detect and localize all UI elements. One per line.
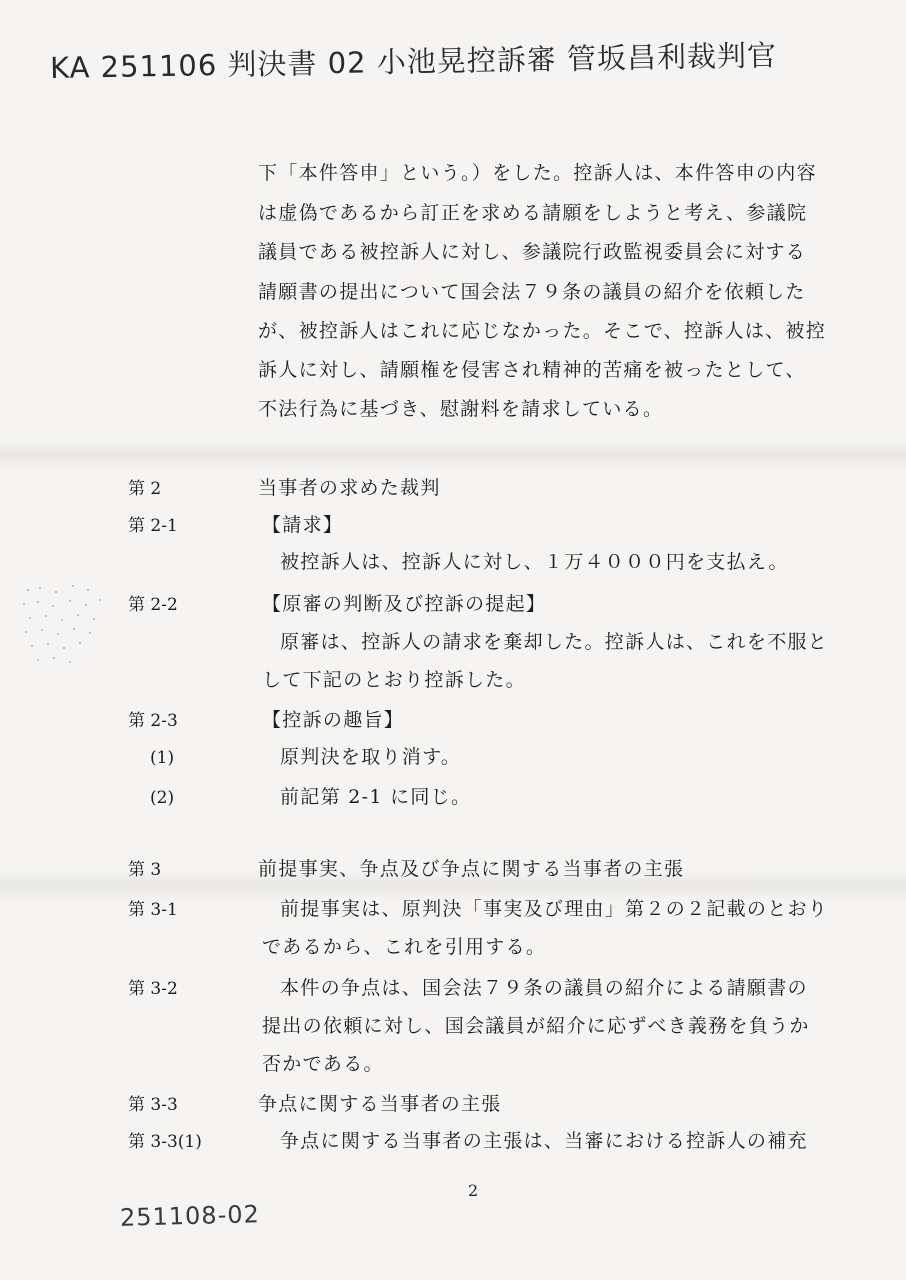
- intro-line: 不法行為に基づき、慰謝料を請求している。: [258, 398, 664, 420]
- section-heading: 【請求】: [262, 514, 344, 536]
- section-label: 第 2-2: [128, 595, 178, 615]
- section-body: 原審は、控訴人の請求を棄却した。控訴人は、これを不服と: [280, 631, 829, 653]
- list-item: 原判決を取り消す。: [280, 746, 462, 768]
- intro-line: は虚偽であるから訂正を求める請願をしようと考え、参議院: [258, 202, 808, 224]
- section-label: 第 3-1: [128, 900, 178, 920]
- section-label: 第 3-3: [128, 1095, 178, 1115]
- section-body: 提出の依頼に対し、国会議員が紹介に応ずべき義務を負うか: [262, 1015, 810, 1037]
- intro-line: 請願書の提出について国会法７９条の議員の紹介を依頼した: [258, 281, 806, 303]
- intro-line: が、被控訴人はこれに応じなかった。そこで、控訴人は、被控: [258, 320, 827, 342]
- section-body: 本件の争点は、国会法７９条の議員の紹介による請願書の: [280, 977, 808, 999]
- section-body: して下記のとおり控訴した。: [262, 669, 526, 691]
- section-label: 第 3-3(1): [128, 1132, 202, 1152]
- handwritten-header-note: KA 251106 判決書 02 小池晃控訴審 管坂昌利裁判官: [49, 38, 778, 85]
- section-label: 第 2-1: [128, 516, 178, 536]
- list-number: (1): [150, 748, 175, 768]
- section-body: 否かである。: [262, 1053, 384, 1075]
- list-item: 前記第 2-1 に同じ。: [280, 786, 472, 808]
- section-title: 争点に関する当事者の主張: [258, 1093, 502, 1115]
- section-heading: 【控訴の趣旨】: [262, 709, 405, 731]
- section-title: 当事者の求めた裁判: [258, 477, 441, 499]
- list-number: (2): [150, 788, 175, 808]
- section-label: 第 2-3: [128, 711, 178, 731]
- intro-line: 訴人に対し、請願権を侵害され精神的苦痛を被ったとして、: [258, 359, 806, 381]
- section-title: 前提事実、争点及び争点に関する当事者の主張: [258, 858, 685, 880]
- page-number: 2: [468, 1181, 479, 1200]
- section-label: 第 3: [128, 860, 162, 880]
- section-label: 第 3-2: [128, 979, 178, 999]
- intro-line: 議員である被控訴人に対し、参議院行政監視委員会に対する: [258, 241, 807, 263]
- section-body: 前提事実は、原判決「事実及び理由」第２の２記載のとおり: [280, 898, 829, 920]
- intro-line: 下「本件答申」という。）をした。控訴人は、本件答申の内容: [258, 162, 817, 184]
- section-body: 被控訴人は、控訴人に対し、１万４０００円を支払え。: [280, 551, 789, 573]
- paper-speckle-decoration: [18, 580, 108, 675]
- handwritten-footer-note: 251108-02: [119, 1200, 261, 1232]
- section-label: 第 2: [128, 479, 162, 499]
- section-heading: 【原審の判断及び控訴の提起】: [262, 593, 547, 615]
- section-body: 争点に関する当事者の主張は、当審における控訴人の補充: [280, 1130, 808, 1152]
- section-body: であるから、これを引用する。: [262, 936, 547, 958]
